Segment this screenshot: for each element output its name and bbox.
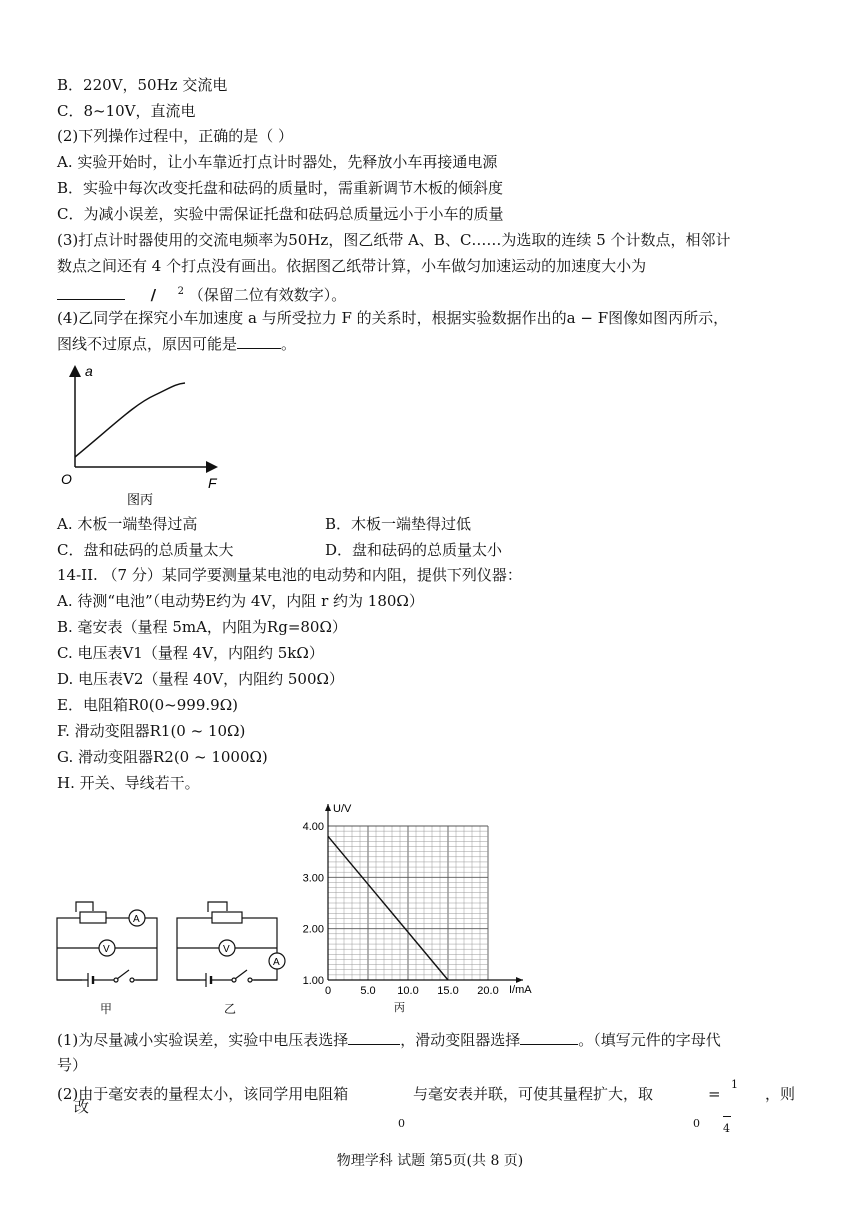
q2-option-b: B．实验中每次改变托盘和砝码的质量时，需重新调节木板的倾斜度 bbox=[57, 179, 504, 197]
q3-line1: (3)打点计时器使用的交流电频率为50Hz，图乙纸带 A、B、C……为选取的连续 5 个计数点，相邻计 bbox=[57, 231, 731, 249]
y-tick-label: 2.00 bbox=[302, 923, 324, 936]
x-axis-arrow bbox=[516, 977, 523, 983]
chart-grid bbox=[328, 826, 488, 980]
equipment-a: A. 待测“电池”（电动势E约为 4V，内阻 r 约为 180Ω） bbox=[57, 592, 424, 610]
q4-option-d: D．盘和砝码的总质量太小 bbox=[325, 541, 503, 559]
page-footer: 物理学科 试题 第5页(共 8 页) bbox=[336, 1153, 524, 1169]
sub2-text-b: 与毫安表并联，可使其量程扩大，取 bbox=[413, 1085, 654, 1103]
q4-option-a: A. 木板一端垫得过高 bbox=[57, 515, 198, 533]
sub2-frac-den: 4 bbox=[723, 1122, 730, 1135]
sub2-equals: = bbox=[708, 1085, 721, 1103]
a-axis-label: a bbox=[85, 363, 93, 379]
equipment-c: C. 电压表V1（量程 4V，内阻约 5kΩ） bbox=[57, 644, 324, 662]
answer-blank[interactable] bbox=[57, 285, 125, 300]
option-c-top: C．8~10V，直流电 bbox=[57, 102, 196, 120]
q2-option-a: A. 实验开始时，让小车靠近打点计时器处，先释放小车再接通电源 bbox=[57, 153, 498, 171]
sub2-text-a: (2)由于毫安表的量程太小，该同学用电阻箱 bbox=[57, 1085, 349, 1103]
rheostat-blank[interactable] bbox=[520, 1030, 578, 1045]
y-tick-label: 4.00 bbox=[302, 821, 324, 833]
y-tick-label: 3.00 bbox=[302, 872, 324, 885]
x-tick-label: 10.0 bbox=[397, 985, 419, 997]
sub2-sub0a: 0 bbox=[398, 1117, 405, 1130]
q3-tail: （保留二位有效数字）。 bbox=[188, 286, 347, 304]
voltmeter-blank[interactable] bbox=[348, 1030, 400, 1045]
sub1-text-b: ，滑动变阻器选择 bbox=[400, 1031, 521, 1049]
ammeter-icon: A bbox=[133, 914, 140, 925]
chart-caption: 丙 bbox=[394, 1002, 405, 1014]
q14-stem: 14-II. （7 分）某同学要测量某电池的电动势和内阻，提供下列仪器： bbox=[57, 566, 522, 584]
ui-chart bbox=[293, 800, 553, 1015]
x-tick-label: 0 bbox=[324, 985, 332, 997]
voltmeter-icon: V bbox=[223, 944, 230, 955]
q4-line2 bbox=[57, 334, 296, 354]
equipment-f: F. 滑动变阻器R1(0 ~ 10Ω) bbox=[57, 722, 246, 740]
q2-stem: (2)下列操作过程中，正确的是（ ） bbox=[57, 127, 294, 145]
equipment-e: E．电阻箱R0(0~999.9Ω) bbox=[57, 696, 238, 714]
equipment-g: G. 滑动变阻器R2(0 ~ 1000Ω) bbox=[57, 748, 268, 766]
unit-sup: 2 bbox=[177, 286, 184, 297]
q4-option-c: C．盘和砝码的总质量太大 bbox=[57, 541, 234, 559]
q4-line1: (4)乙同学在探究小车加速度 a 与所受拉力 F 的关系时，根据实验数据作出的a − F图像如图丙所示， bbox=[57, 309, 729, 327]
f-axis-label: F bbox=[208, 475, 217, 491]
x-axis-title: I/mA bbox=[509, 984, 532, 996]
circuit-yi bbox=[172, 895, 292, 995]
x-tick-label: 20.0 bbox=[477, 985, 499, 997]
sub2-frac-bar bbox=[723, 1116, 731, 1117]
q4-option-b: B．木板一端垫得过低 bbox=[325, 515, 472, 533]
y-axis-arrow bbox=[325, 804, 331, 811]
equipment-b: B. 毫安表（量程 5mA，内阻为Rg=80Ω） bbox=[57, 618, 347, 636]
sub1-text-c: 。（填写元件的字母代 bbox=[578, 1031, 721, 1049]
ammeter-icon: A bbox=[273, 957, 280, 968]
origin-label: O bbox=[61, 471, 72, 487]
unit-slash: / bbox=[150, 286, 157, 304]
q4-answer-blank[interactable] bbox=[237, 334, 281, 349]
x-tick-label: 15.0 bbox=[437, 985, 459, 997]
sub2-wrap: 改 bbox=[74, 1098, 90, 1116]
q4-line2-text: 图线不过原点，原因可能是 bbox=[57, 335, 238, 353]
sub1-line1 bbox=[57, 1030, 721, 1050]
q4-line2-end: 。 bbox=[281, 335, 297, 353]
circuit-yi-label: 乙 bbox=[224, 1002, 237, 1016]
q3-line3 bbox=[57, 282, 346, 305]
chart-ticks bbox=[303, 821, 499, 997]
q3-line2: 数点之间还有 4 个打点没有画出。依据图乙纸带计算，小车做匀加速运动的加速度大小为 bbox=[57, 257, 647, 275]
y-tick-label: 1.00 bbox=[302, 975, 324, 987]
y-axis-title: U/V bbox=[333, 803, 352, 815]
graph-bing bbox=[55, 362, 230, 512]
a-f-curve bbox=[75, 383, 185, 457]
circuit-jia-label: 甲 bbox=[100, 1002, 113, 1016]
sub2-text-d: ，则 bbox=[765, 1085, 796, 1103]
equipment-h: H. 开关、导线若干。 bbox=[57, 774, 200, 792]
option-b-top: B．220V，50Hz 交流电 bbox=[57, 76, 228, 94]
equipment-d: D. 电压表V2（量程 40V，内阻约 500Ω） bbox=[57, 670, 344, 688]
sub1-line2: 号） bbox=[57, 1056, 88, 1074]
sub2-frac-num: 1 bbox=[731, 1078, 738, 1091]
sub1-text-a: (1)为尽量减小实验误差，实验中电压表选择 bbox=[57, 1031, 349, 1049]
q2-option-c: C．为减小误差，实验中需保证托盘和砝码总质量远小于小车的质量 bbox=[57, 205, 504, 223]
x-tick-label: 5.0 bbox=[360, 985, 376, 997]
sub2-sub0b: 0 bbox=[693, 1117, 700, 1130]
voltmeter-icon: V bbox=[103, 944, 110, 955]
graph-bing-caption: 图丙 bbox=[127, 492, 154, 507]
circuit-jia bbox=[52, 895, 167, 995]
